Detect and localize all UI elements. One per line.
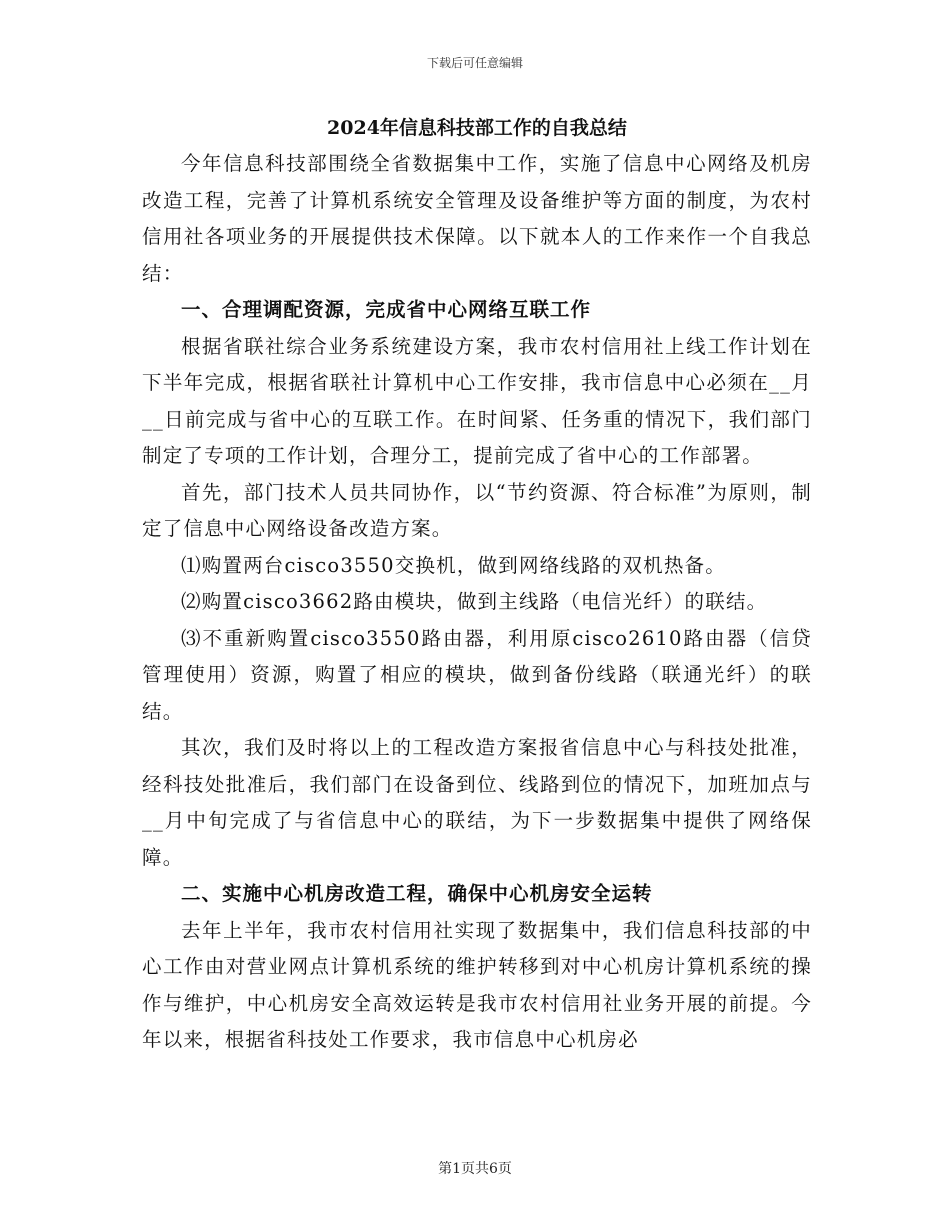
list-item-2: ⑵购置cisco3662路由模块，做到主线路（电信光纤）的联结。 xyxy=(181,590,768,613)
paragraph: 首先，部门技术人员共同协作，以“节约资源、符合标准”为原则，制定了信息中心网络设备改造方案。 xyxy=(142,480,812,540)
list-item-3: ⑶不重新购置cisco3550路由器，利用原cisco2610路由器（信贷管理使用）资源，购置了相应的模块，做到备份线路（联通光纤）的联结。 xyxy=(142,626,812,723)
document-title: 2024年信息科技部工作的自我总结 xyxy=(327,117,627,139)
paragraph: 根据省联社综合业务系统建设方案，我市农村信用社上线工作计划在下半年完成，根据省联社计算机中心工作安排，我市信息中心必须在__月__日前完成与省中心的互联工作。在时间紧、任务重的情况下，我们部门制定了专项的工作计划，合理分工，提前完成了省中心的工作部署。 xyxy=(142,334,812,467)
page-footer: 第1页共6页 xyxy=(438,1161,512,1177)
paragraph: 去年上半年，我市农村信用社实现了数据集中，我们信息科技部的中心工作由对营业网点计算机系统的维护转移到对中心机房计算机系统的操作与维护，中心机房安全高效运转是我市农村信用社业务开展的前提。今年以来，根据省科技处工作要求，我市信息中心机房必 xyxy=(142,918,812,1051)
intro-paragraph: 今年信息科技部围绕全省数据集中工作，实施了信息中心网络及机房改造工程，完善了计算机系统安全管理及设备维护等方面的制度，为农村信用社各项业务的开展提供技术保障。以下就本人的工作来作一个自我总结： xyxy=(142,152,812,285)
document-body xyxy=(142,110,812,1059)
section-heading-1: 一、合理调配资源，完成省中心网络互联工作 xyxy=(181,298,592,321)
page-header: 下载后可任意编辑 xyxy=(426,56,523,70)
section-heading-2: 二、实施中心机房改造工程，确保中心机房安全运转 xyxy=(181,882,653,905)
paragraph: 其次，我们及时将以上的工程改造方案报省信息中心与科技处批准，经科技处批准后，我们部门在设备到位、线路到位的情况下，加班加点与__月中旬完成了与省信息中心的联结，为下一步数据集中提供了网络保障。 xyxy=(142,736,812,869)
list-item-1: ⑴购置两台cisco3550交换机，做到网络线路的双机热备。 xyxy=(181,553,726,577)
